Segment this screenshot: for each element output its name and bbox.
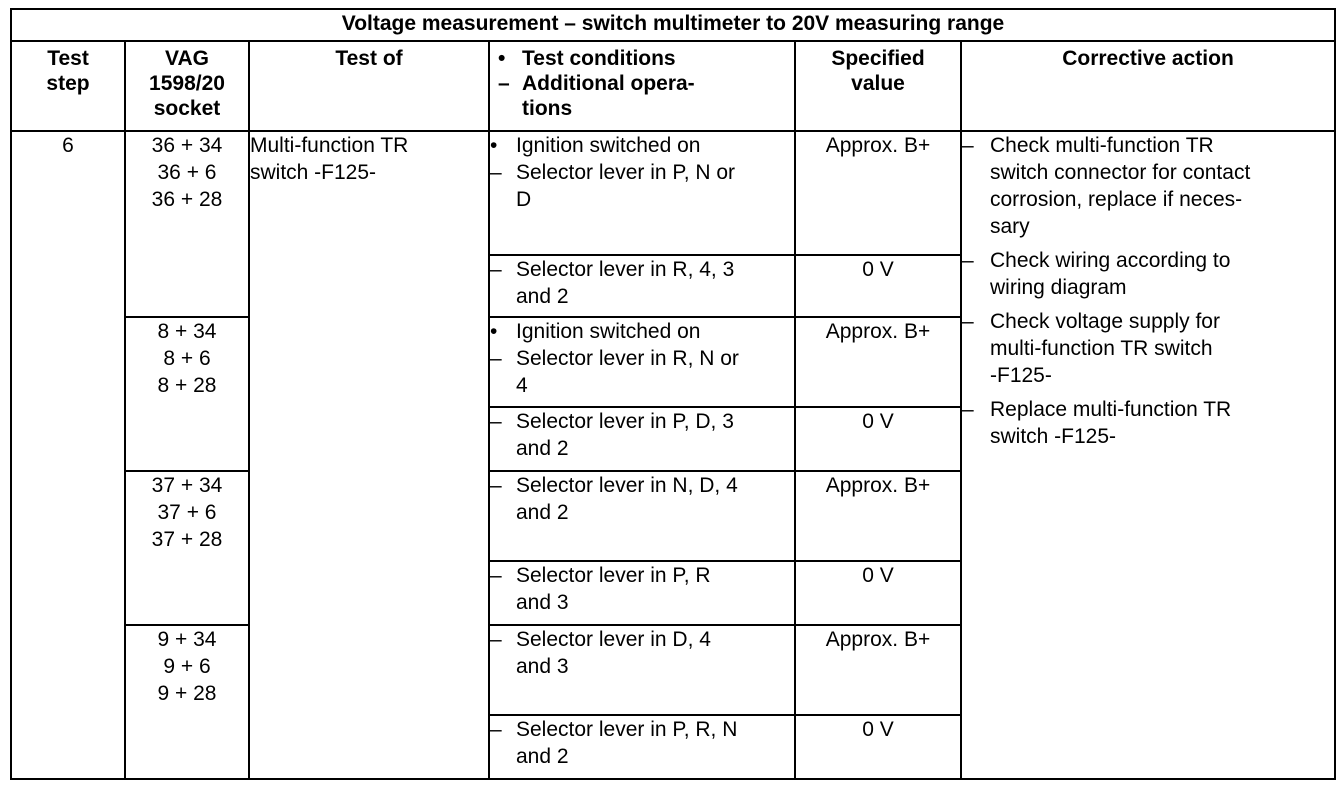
dash-icon: – <box>962 134 974 157</box>
condition-line <box>490 318 794 345</box>
test-of-line: Multi-function TR <box>250 134 409 157</box>
condition-text: and 3 <box>516 655 569 678</box>
condition-line <box>490 589 794 616</box>
socket-cell <box>125 317 249 471</box>
corrective-action-line: switch connector for contact <box>990 161 1251 184</box>
corrective-action-item <box>962 132 1334 240</box>
corrective-action-text <box>990 247 1334 301</box>
bullet-icon: • <box>490 320 498 343</box>
header-socket <box>125 41 249 131</box>
condition-line <box>490 626 794 653</box>
header-socket-line: socket <box>153 97 221 120</box>
specified-value: Approx. B+ <box>825 628 931 651</box>
corrective-action-line: Check multi-function TR <box>990 134 1214 157</box>
bullet-spacer <box>490 499 516 526</box>
header-conditions-line: tions <box>522 97 573 120</box>
specified-value: Approx. B+ <box>825 474 931 497</box>
specified-value: Approx. B+ <box>825 320 931 343</box>
condition-line <box>490 716 794 743</box>
conditions-cell <box>489 561 795 625</box>
bullet-spacer <box>490 372 516 399</box>
specified-value-cell <box>795 561 961 625</box>
condition-line <box>490 435 794 462</box>
header-conditions-line: Additional opera- <box>522 72 695 95</box>
header-test-step <box>11 41 125 131</box>
socket-combination: 9 + 34 <box>157 628 217 651</box>
dash-icon: – <box>490 718 502 741</box>
condition-line <box>490 345 794 372</box>
condition-text: 4 <box>516 374 528 397</box>
dash-icon: – <box>490 474 502 497</box>
conditions-cell <box>489 317 795 407</box>
condition-line <box>490 408 794 435</box>
socket-combination: 8 + 34 <box>157 320 217 343</box>
condition-text: and 2 <box>516 285 569 308</box>
socket-combination: 8 + 28 <box>157 374 217 397</box>
conditions-cell <box>489 471 795 561</box>
specified-value-cell <box>795 131 961 255</box>
condition-line <box>490 562 794 589</box>
bullet-spacer <box>490 743 516 770</box>
dash-icon: – <box>962 249 974 272</box>
header-conditions <box>489 41 795 131</box>
corrective-action-item <box>962 247 1334 301</box>
socket-cell <box>125 471 249 625</box>
condition-line <box>490 159 794 186</box>
specified-value: 0 V <box>862 718 894 741</box>
conditions-cell <box>489 255 795 317</box>
condition-line <box>490 186 794 213</box>
bullet-spacer <box>490 186 516 213</box>
dash-icon: – <box>490 258 502 281</box>
bullet-spacer <box>490 653 516 680</box>
condition-line <box>490 256 794 283</box>
corrective-action-item <box>962 308 1334 389</box>
condition-text: and 3 <box>516 591 569 614</box>
specified-value-cell <box>795 407 961 471</box>
socket-combination: 8 + 6 <box>163 347 211 370</box>
condition-text: D <box>516 188 532 211</box>
dash-icon: – <box>490 410 502 433</box>
condition-line <box>490 499 794 526</box>
test-step-value: 6 <box>62 134 74 157</box>
conditions-cell <box>489 131 795 255</box>
table-title: Voltage measurement – switch multimeter to 20V measuring range <box>11 9 1335 41</box>
specified-value: 0 V <box>862 410 894 433</box>
dash-icon: – <box>490 628 502 651</box>
dash-icon: – <box>962 310 974 333</box>
conditions-cell <box>489 407 795 471</box>
dash-icon: – <box>490 161 502 184</box>
condition-line <box>490 132 794 159</box>
specified-value: 0 V <box>862 258 894 281</box>
corrective-action-item <box>962 396 1334 450</box>
specified-value: 0 V <box>862 564 894 587</box>
specified-value-cell <box>795 317 961 407</box>
socket-cell <box>125 625 249 779</box>
condition-text: Ignition switched on <box>516 134 701 157</box>
corrective-action-line: switch -F125- <box>990 425 1117 448</box>
condition-text: Selector lever in P, N or <box>516 161 736 184</box>
corrective-action-line: multi-function TR switch <box>990 337 1213 360</box>
specified-value-cell <box>795 471 961 561</box>
specified-value-cell <box>795 715 961 779</box>
test-step-cell <box>11 131 125 779</box>
socket-combination: 37 + 28 <box>151 528 223 551</box>
dash-icon: – <box>498 72 510 95</box>
condition-text: Selector lever in P, R <box>516 564 711 587</box>
socket-cell <box>125 131 249 317</box>
header-specified-line: Specified <box>831 47 925 70</box>
header-row <box>11 41 1335 131</box>
condition-line <box>490 372 794 399</box>
socket-combination: 9 + 6 <box>163 655 211 678</box>
corrective-action-cell <box>961 131 1335 779</box>
test-of-line: switch -F125- <box>250 161 377 184</box>
header-socket-line: 1598/20 <box>149 72 225 95</box>
condition-line <box>490 472 794 499</box>
condition-line <box>490 743 794 770</box>
socket-combination: 36 + 34 <box>151 134 223 157</box>
bullet-spacer <box>498 96 522 121</box>
voltage-measurement-table <box>10 8 1336 780</box>
condition-line <box>490 653 794 680</box>
header-corrective-action: Corrective action <box>961 41 1335 131</box>
corrective-action-line: -F125- <box>990 364 1052 387</box>
header-test-of: Test of <box>249 41 489 131</box>
specified-value-cell <box>795 255 961 317</box>
condition-text: Selector lever in R, N or <box>516 347 739 370</box>
condition-text: Selector lever in D, 4 <box>516 628 711 651</box>
table-row <box>11 131 1335 255</box>
corrective-action-line: Check wiring according to <box>990 249 1231 272</box>
socket-combination: 37 + 6 <box>157 501 217 524</box>
header-conditions-line: Test conditions <box>522 47 676 70</box>
condition-text: Selector lever in N, D, 4 <box>516 474 738 497</box>
condition-text: and 2 <box>516 501 569 524</box>
corrective-action-line: corrosion, replace if neces- <box>990 188 1243 211</box>
conditions-cell <box>489 715 795 779</box>
condition-text: and 2 <box>516 745 569 768</box>
specified-value: Approx. B+ <box>825 134 931 157</box>
header-specified-value <box>795 41 961 131</box>
corrective-action-text <box>990 308 1334 389</box>
condition-text: Ignition switched on <box>516 320 701 343</box>
header-socket-line: VAG <box>165 47 209 70</box>
socket-combination: 36 + 6 <box>157 161 217 184</box>
corrective-action-line: Replace multi-function TR <box>990 398 1232 421</box>
condition-line <box>490 283 794 310</box>
condition-text: Selector lever in P, R, N <box>516 718 738 741</box>
condition-text: and 2 <box>516 437 569 460</box>
corrective-action-line: sary <box>990 215 1030 238</box>
bullet-icon: • <box>490 134 498 157</box>
corrective-action-text <box>990 132 1334 240</box>
dash-icon: – <box>962 398 974 421</box>
header-test-step-line: Test <box>47 47 89 70</box>
specified-value-cell <box>795 625 961 715</box>
bullet-icon: • <box>498 47 506 70</box>
corrective-action-line: Check voltage supply for <box>990 310 1220 333</box>
corrective-action-text <box>990 396 1334 450</box>
condition-text: Selector lever in R, 4, 3 <box>516 258 735 281</box>
header-test-step-line: step <box>46 72 90 95</box>
dash-icon: – <box>490 564 502 587</box>
bullet-spacer <box>490 283 516 310</box>
dash-icon: – <box>490 347 502 370</box>
header-specified-line: value <box>851 72 905 95</box>
test-of-cell <box>249 131 489 779</box>
socket-combination: 9 + 28 <box>157 682 217 705</box>
condition-text: Selector lever in P, D, 3 <box>516 410 734 433</box>
bullet-spacer <box>490 589 516 616</box>
socket-combination: 36 + 28 <box>151 188 223 211</box>
corrective-action-line: wiring diagram <box>990 276 1127 299</box>
bullet-spacer <box>490 435 516 462</box>
socket-combination: 37 + 34 <box>151 474 223 497</box>
conditions-cell <box>489 625 795 715</box>
